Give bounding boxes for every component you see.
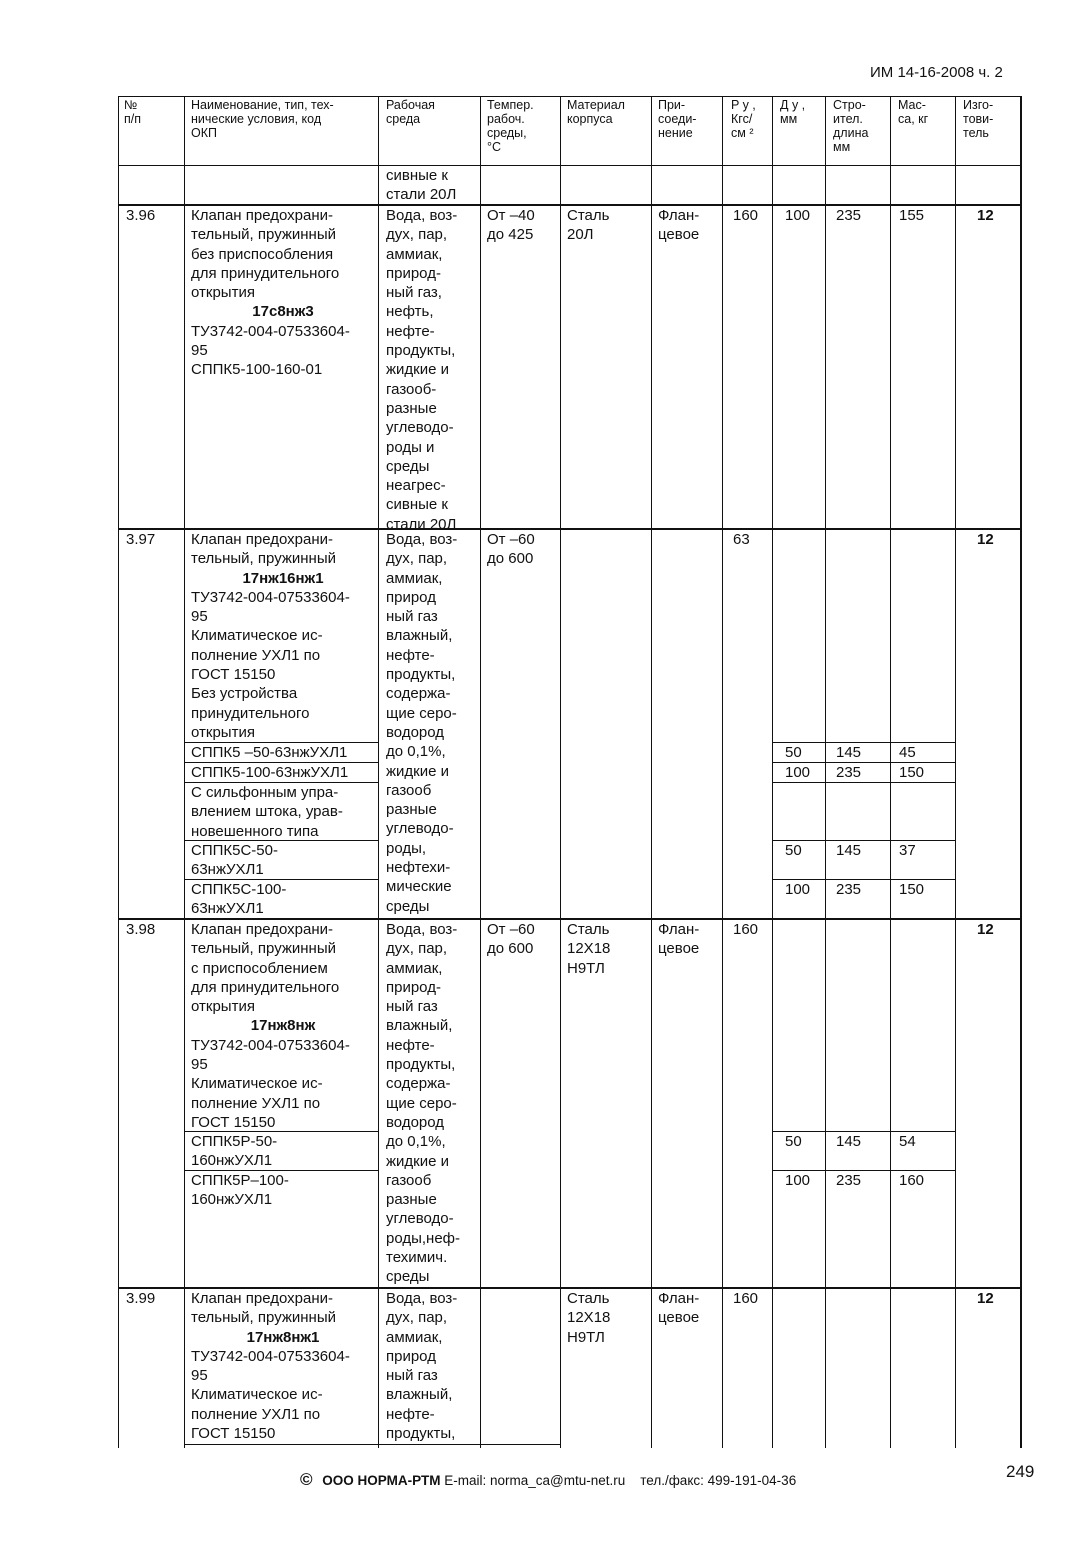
temperature: От –40 до 425 — [487, 207, 535, 244]
header-mass: Мас- са, кг — [898, 98, 929, 126]
header-no: № п/п — [124, 98, 142, 126]
header-maker: Изго- тови- тель — [963, 98, 994, 140]
body-material: Сталь 12Х18 Н9ТЛ — [567, 921, 611, 977]
nominal-diameter: 50 — [785, 842, 802, 859]
working-medium: Вода, воз- дух, пар, аммиак, природ ный газ влажный, нефте- продукты, содержа- щие серо- водород до 0,1%, жидкие и газооб разные углеводо- роды, нефтехи- мические среды — [386, 531, 458, 915]
variant-name: СППК5Р–100- 160нжУХЛ1 — [191, 1172, 289, 1209]
connection-type: Флан- цевое — [658, 921, 700, 958]
manufacturer: 12 — [977, 207, 994, 224]
nominal-diameter: 100 — [785, 207, 811, 224]
variant-name: СППК5 –50-63нжУХЛ1 — [191, 744, 348, 761]
spec-table — [118, 96, 1021, 1448]
mass: 54 — [899, 1133, 916, 1150]
product-name: Клапан предохрани- тельный, пружинный без приспособления для принудительного открытия 17с8нж3 ТУ3742-004-07533604- 95 СППК5-100-160-01 — [191, 206, 375, 380]
header-length: Стро- ител. длина мм — [833, 98, 869, 154]
table-line — [480, 96, 481, 1448]
variant-group-note: С сильфонным упра- влением штока, урав- новешенного типа — [191, 784, 343, 840]
manufacturer: 12 — [977, 1290, 994, 1307]
nominal-pressure: 160 — [733, 1290, 759, 1307]
body-material: Сталь 12Х18 Н9ТЛ — [567, 1290, 611, 1346]
mass: 160 — [899, 1172, 925, 1189]
table-line — [955, 96, 956, 1448]
body-material: Сталь 20Л — [567, 207, 610, 244]
nominal-diameter: 100 — [785, 1172, 811, 1189]
mass: 45 — [899, 744, 916, 761]
product-code: 17с8нж3 — [252, 303, 314, 321]
header-material: Материал корпуса — [567, 98, 625, 126]
footer-email: E-mail: norma_ca@mtu-net.ru — [444, 1473, 626, 1488]
variant-name: СППК5-100-63нжУХЛ1 — [191, 764, 349, 781]
nominal-pressure: 160 — [733, 207, 759, 224]
table-line — [118, 96, 1021, 97]
document-code: ИМ 14-16-2008 ч. 2 — [870, 64, 1003, 81]
table-line — [184, 1444, 560, 1445]
mass: 150 — [899, 764, 925, 781]
face-length: 235 — [836, 207, 862, 224]
face-length: 145 — [836, 1133, 862, 1150]
table-line — [118, 165, 1021, 166]
face-length: 235 — [836, 764, 862, 781]
nominal-diameter: 50 — [785, 1133, 802, 1150]
nominal-diameter: 100 — [785, 764, 811, 781]
header-name: Наименование, тип, тех- нические условия, код ОКП — [191, 98, 334, 140]
table-line — [560, 96, 561, 1448]
temperature: От –60 до 600 — [487, 531, 535, 568]
working-medium: Вода, воз- дух, пар, аммиак, природ- ный газ, нефть, нефте- продукты, жидкие и газооб- разные углеводо- роды и среды неагрес- сивные к стали 20Л — [386, 207, 458, 533]
face-length: 235 — [836, 1172, 862, 1189]
table-line — [651, 96, 652, 1448]
connection-type: Флан- цевое — [658, 207, 700, 244]
working-medium: Вода, воз- дух, пар, аммиак, природ ный газ влажный, нефте- продукты, — [386, 1290, 458, 1443]
header-pressure: P у , Кгс/ см ² — [731, 98, 756, 140]
temperature: От –60 до 600 — [487, 921, 535, 958]
nominal-diameter: 100 — [785, 881, 811, 898]
face-length: 145 — [836, 744, 862, 761]
page-number: 249 — [1006, 1462, 1035, 1481]
mass: 37 — [899, 842, 916, 859]
copyright-icon: © — [300, 1470, 313, 1489]
footer-phone: тел./факс: 499-191-04-36 — [640, 1473, 797, 1488]
row-number: 3.96 — [126, 207, 156, 224]
table-line — [378, 96, 379, 1448]
product-name: Клапан предохрани- тельный, пружинный с приспособлением для принудительного открытия 17нж8нж ТУ3742-004-07533604- 95 Климатическое ис- полнение УХЛ1 по ГОСТ 15150 — [191, 920, 375, 1132]
face-length: 145 — [836, 842, 862, 859]
footer — [300, 1470, 796, 1490]
footer-company: ООО НОРМА-РТМ — [322, 1473, 441, 1488]
face-length: 235 — [836, 881, 862, 898]
manufacturer: 12 — [977, 921, 994, 938]
working-medium: Вода, воз- дух, пар, аммиак, природ- ный газ влажный, нефте- продукты, содержа- щие серо- водород до 0,1%, жидкие и газооб разные углеводо- роды,неф- техимич. среды — [386, 921, 461, 1286]
table-line — [890, 96, 891, 1448]
table-line — [1020, 96, 1022, 1448]
table-line — [825, 96, 826, 1448]
header-medium: Рабочая среда — [386, 98, 435, 126]
nominal-pressure: 160 — [733, 921, 759, 938]
table-line — [118, 96, 119, 1448]
row-number: 3.97 — [126, 531, 156, 548]
mass: 155 — [899, 207, 925, 224]
table-line — [722, 96, 723, 1448]
header-connection: При- соеди- нение — [658, 98, 697, 140]
manufacturer: 12 — [977, 531, 994, 548]
product-name: Клапан предохрани- тельный, пружинный 17нж16нж1 ТУ3742-004-07533604- 95 Климатическое ис- полнение УХЛ1 по ГОСТ 15150 Без устройства принудительного открытия — [191, 530, 375, 742]
table-line — [772, 96, 773, 1448]
header-diameter: Д у , мм — [780, 98, 806, 126]
row-number: 3.99 — [126, 1290, 156, 1307]
continuation-medium: сивные к стали 20Л — [386, 167, 457, 204]
product-code: 17нж8нж — [250, 1017, 316, 1035]
nominal-diameter: 50 — [785, 744, 802, 761]
nominal-pressure: 63 — [733, 531, 750, 548]
product-code: 17нж8нж1 — [246, 1328, 320, 1346]
row-number: 3.98 — [126, 921, 156, 938]
variant-name: СППК5Р-50- 160нжУХЛ1 — [191, 1133, 278, 1170]
table-line — [184, 96, 185, 1448]
mass: 150 — [899, 881, 925, 898]
variant-name: СППК5С-50- 63нжУХЛ1 — [191, 842, 278, 879]
product-name: Клапан предохрани- тельный, пружинный 17нж8нж1 ТУ3742-004-07533604- 95 Климатическое ис- полнение УХЛ1 по ГОСТ 15150 — [191, 1289, 375, 1443]
product-code: 17нж16нж1 — [242, 569, 324, 587]
variant-name: СППК5С-100- 63нжУХЛ1 — [191, 881, 287, 918]
connection-type: Флан- цевое — [658, 1290, 700, 1327]
header-temperature: Темпер. рабоч. среды, °С — [487, 98, 534, 154]
